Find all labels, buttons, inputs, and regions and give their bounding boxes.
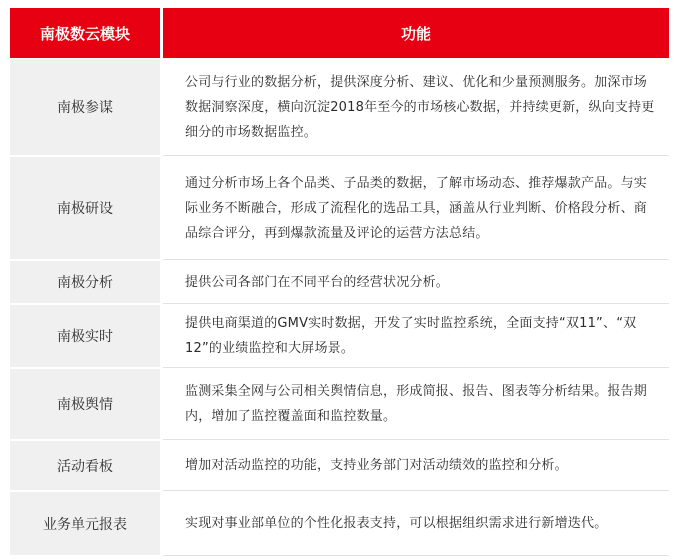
module-name: 南极实时 [10, 305, 163, 368]
module-name: 南极参谋 [10, 59, 163, 156]
table-row [10, 157, 669, 261]
module-function: 增加对活动监控的功能，支持业务部门对活动绩效的监控和分析。 [163, 441, 669, 491]
table-row [10, 59, 669, 157]
module-name: 活动看板 [10, 441, 163, 491]
table-row [10, 261, 669, 305]
module-function: 提供电商渠道的GMV实时数据，开发了实时监控系统，全面支持“双11”、“双12”的业绩监控和大屏场景。 [163, 305, 669, 368]
table-header-row [10, 8, 669, 59]
module-function: 公司与行业的数据分析，提供深度分析、建议、优化和少量预测服务。加深市场数据洞察深度，横向沉淀2018年至今的市场核心数据，并持续更新，纵向支持更细分的市场数据监控。 [163, 59, 669, 156]
header-module: 南极数云模块 [10, 8, 163, 58]
table-row [10, 492, 669, 557]
module-function-table [10, 8, 669, 557]
table-row [10, 441, 669, 492]
module-function: 提供公司各部门在不同平台的经营状况分析。 [163, 261, 669, 304]
table-row [10, 369, 669, 441]
module-function: 实现对事业部单位的个性化报表支持，可以根据组织需求进行新增迭代。 [163, 492, 669, 556]
table-row [10, 305, 669, 369]
module-name: 南极分析 [10, 261, 163, 304]
module-function: 通过分析市场上各个品类、子品类的数据，了解市场动态、推荐爆款产品。与实际业务不断融合，形成了流程化的选品工具，涵盖从行业判断、价格段分析、商品综合评分，再到爆款流量及评论的运营方法总结。 [163, 157, 669, 260]
module-name: 南极研设 [10, 157, 163, 260]
module-name: 业务单元报表 [10, 492, 163, 556]
header-function: 功能 [163, 8, 669, 58]
module-name: 南极舆情 [10, 369, 163, 440]
module-function: 监测采集全网与公司相关舆情信息，形成简报、报告、图表等分析结果。报告期内，增加了监控覆盖面和监控数量。 [163, 369, 669, 440]
